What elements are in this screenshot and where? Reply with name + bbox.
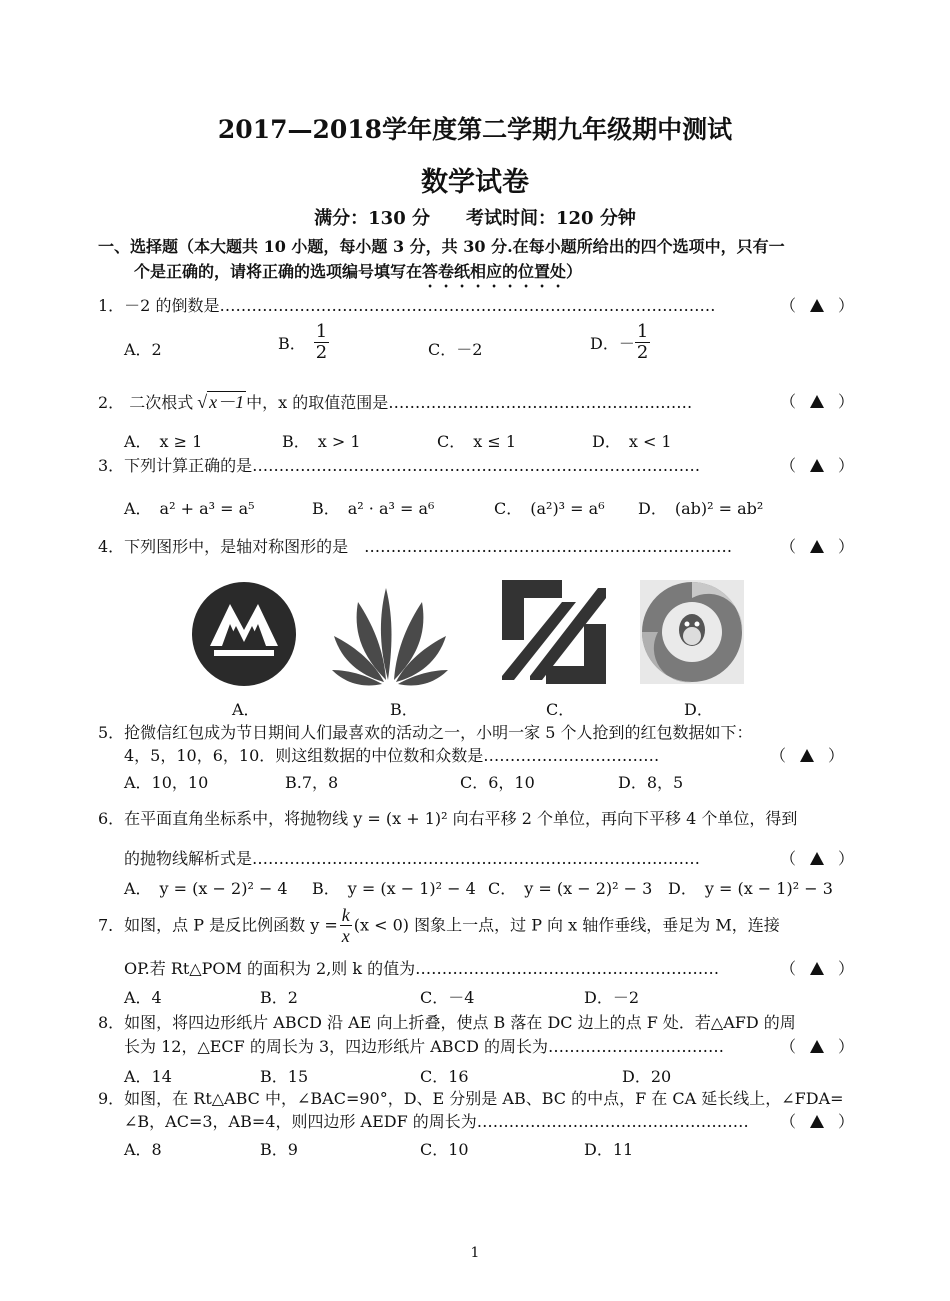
q6-option-a: A． y = (x − 2)² − 4 [124,879,288,898]
q5-answer-box[interactable] [770,745,844,767]
q4-answer-box[interactable] [780,536,854,558]
q4-option-a: A． [232,700,260,719]
q3-option-b: B． a² · a³ = a⁶ [312,499,435,518]
q6-option-c: C． y = (x − 2)² − 3 [488,879,653,898]
q5-option-c: C．6，10 [460,773,535,792]
q1-stem: 1．－2 的倒数是………………………………………………………………………………… [98,296,716,315]
triangle-marker-icon [800,749,814,762]
qq-penguin-logo-icon [640,580,744,684]
triangle-marker-icon [810,540,824,553]
q2-option-a: A． x ≥ 1 [124,432,203,451]
q7-option-a: A．4 [124,988,162,1007]
q9-option-a: A．8 [124,1140,162,1159]
q3-answer-box[interactable] [780,455,854,477]
huawei-logo-icon [330,580,450,688]
q9-option-c: C．10 [420,1140,469,1159]
q8-line1: 8．如图，将四边形纸片 ABCD 沿 AE 向上折叠，使点 B 落在 DC 边上的点 F 处．若△AFD 的周 [98,1013,796,1032]
q4-option-b: B． [390,700,418,719]
q3-option-a: A． a² + a³ = a⁵ [124,499,255,518]
answer-close: ） [838,959,855,978]
q7-option-c: C．－4 [420,988,475,1007]
q7-denominator: x [341,926,350,946]
q1-d-numerator: 1 [636,321,649,342]
q2-option-b: B． x > 1 [282,432,361,451]
q8-option-d: D．20 [622,1067,672,1086]
sqrt-symbol: √ [197,392,208,412]
q1-b-fraction [314,322,329,363]
q3-option-d: D． (ab)² = ab² [638,499,764,518]
triangle-marker-icon [810,962,824,975]
exam-title: 2017—2018学年度第二学期九年级期中测试 [217,115,733,144]
q1-b-denominator: 2 [315,342,328,363]
page-number: 1 [470,1245,480,1261]
q2-option-d: D． x < 1 [592,432,672,451]
square-logo-icon [502,580,606,684]
q5-line1: 5．抢微信红包成为节日期间人们最喜欢的活动之一，小明一家 5 个人抢到的红包数据如下： [98,723,753,742]
q1-option-b [278,322,329,363]
section-line2-suffix: ） [566,262,583,281]
answer-open: （ [780,959,797,978]
q7-line1 [98,905,780,946]
section-header-line2 [134,260,582,291]
q9-line1: 9．如图，在 Rt△ABC 中，∠BAC=90°，D、E 分别是 AB、BC 的中点，F 在 CA 延长线上，∠FDA= [98,1089,844,1108]
q3-stem: 3．下列计算正确的是………………………………………………………………………… [98,456,701,475]
section-header-line1: 一、选择题（本大题共 10 小题，每小题 3 分，共 30 分.在每小题所给出的四个选项中，只有一 [98,237,785,256]
q5-option-b: B.7，8 [285,773,339,792]
answer-close: ） [838,1112,855,1131]
triangle-marker-icon [810,1040,824,1053]
q1-option-a: A．2 [124,340,162,359]
q2-stem-b: 中，x 的取值范围是………………………………………………… [246,393,693,412]
exam-meta: 满分：130 分 考试时间：120 分钟 [314,208,636,229]
china-merchants-bank-logo-icon [190,580,298,688]
answer-open: （ [780,392,797,411]
answer-close: ） [828,746,845,765]
q7-line1-a: 7．如图，点 P 是反比例函数 y = [98,915,338,935]
answer-open: （ [780,296,797,315]
answer-open: （ [770,746,787,765]
q5-option-d: D．8，5 [618,773,684,792]
q4-stem: 4．下列图形中，是轴对称图形的是 …………………………………………………………… [98,537,733,556]
q6-line2: 的抛物线解析式是………………………………………………………………………… [124,849,701,868]
q2-stem-a: 2． 二次根式 [98,393,194,412]
q9-answer-box[interactable] [780,1111,854,1133]
q8-option-a: A．14 [124,1067,172,1086]
answer-open: （ [780,456,797,475]
q9-option-d: D．11 [584,1140,634,1159]
q7-fraction [340,905,352,946]
q7-option-d: D．－2 [584,988,640,1007]
q6-line1: 6．在平面直角坐标系中，将抛物线 y = (x + 1)² 向右平移 2 个单位，再向下平移 4 个单位，得到 [98,809,798,828]
q6-answer-box[interactable] [780,848,854,870]
answer-open: （ [780,537,797,556]
q2-option-c: C． x ≤ 1 [437,432,517,451]
q1-b-label: B． [278,334,306,353]
answer-open: （ [780,849,797,868]
q8-option-b: B．15 [260,1067,309,1086]
triangle-marker-icon [810,459,824,472]
q1-option-c: C．－2 [428,340,483,359]
answer-close: ） [838,849,855,868]
q8-option-c: C．16 [420,1067,469,1086]
q1-d-fraction [635,322,650,363]
q1-d-denominator: 2 [636,342,649,363]
q7-line1-b: (x < 0) 图象上一点，过 P 向 x 轴作垂线，垂足为 M，连接 [353,915,780,935]
q2-answer-box[interactable] [780,391,854,413]
q1-b-numerator: 1 [315,321,328,342]
section-line2-prefix: 个是正确的，请将正确的选项编号填写在 [134,262,423,281]
answer-close: ） [838,1037,855,1056]
triangle-marker-icon [810,395,824,408]
q2-radicand: x－1 [209,392,245,412]
q7-numerator: k [341,905,350,925]
answer-close: ） [838,392,855,411]
q8-answer-box[interactable] [780,1036,854,1058]
answer-close: ） [838,296,855,315]
answer-open: （ [780,1037,797,1056]
triangle-marker-icon [810,852,824,865]
triangle-marker-icon [810,1115,824,1128]
q1-option-d [590,322,650,363]
triangle-marker-icon [810,299,824,312]
q1-d-label: D．－ [590,334,635,353]
q8-line2: 长为 12，△ECF 的周长为 3，四边形纸片 ABCD 的周长为…………………………… [124,1037,724,1056]
q3-option-c: C． (a²)³ = a⁶ [494,499,605,518]
q6-option-d: D． y = (x − 1)² − 3 [668,879,833,898]
q5-line2: 4，5，10，6，10．则这组数据的中位数和众数是…………………………… [124,746,660,765]
answer-open: （ [780,1112,797,1131]
q4-option-c: C． [546,700,575,719]
q9-line2: ∠B，AC=3，AB=4，则四边形 AEDF 的周长为…………………………………………… [124,1112,749,1131]
q4-option-d: D． [684,700,713,719]
q7-answer-box[interactable] [780,958,854,980]
answer-close: ） [838,456,855,475]
answer-close: ） [838,537,855,556]
q7-line2: OP.若 Rt△POM 的面积为 2,则 k 的值为………………………………………………… [124,959,720,978]
q1-answer-box[interactable] [780,295,854,317]
q5-option-a: A．10，10 [124,773,209,792]
exam-subtitle: 数学试卷 [421,167,529,198]
q7-option-b: B．2 [260,988,298,1007]
section-line2-emphasis: 答卷纸相应的位置处 [422,262,567,281]
q2-stem [98,391,692,414]
q6-option-b: B． y = (x − 1)² − 4 [312,879,476,898]
q9-option-b: B．9 [260,1140,298,1159]
